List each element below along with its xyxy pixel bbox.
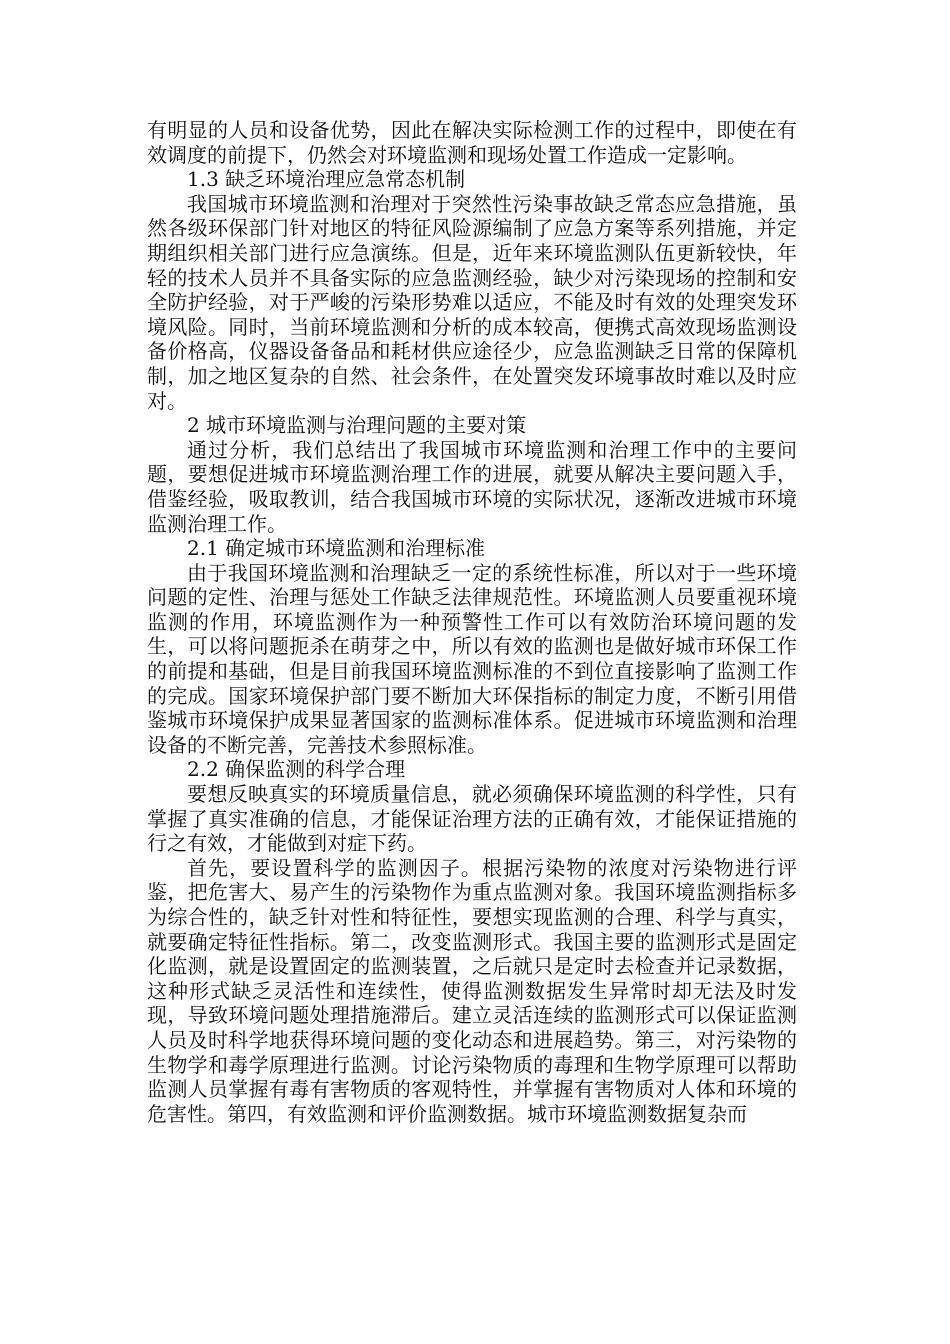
paragraph-monitoring-steps: 首先，要设置科学的监测因子。根据污染物的浓度对污染物进行评鉴，把危害大、易产生的污染物作为重点监测对象。我国环境监测指标多为综合性的，缺乏针对性和特征性，要想实现监测的合理、科学与真实，就要确定特征性指标。第二，改变监测形式。我国主要的监测形式是固定化监测，就是设置固定的监测装置，之后就只是定时去检查并记录数据，这种形式缺乏灵活性和连续性，使得监测数据发生异常时却无法及时发现，导致环境问题处理措施滞后。建立灵活连续的监测形式可以保证监测人员及时科学地获得环境问题的变化动态和进展趋势。第三，对污染物的生物学和毒学原理进行监测。讨论污染物质的毒理和生物学原理可以帮助监测人员掌握有毒有害物质的客观特性，并掌握有害物质对人体和环境的危害性。第四，有效监测和评价监测数据。城市环境监测数据复杂而 xyxy=(147,855,797,1126)
document-page xyxy=(147,118,797,1126)
section-heading-2-2: 2.2 确保监测的科学合理 xyxy=(187,757,406,782)
section-heading-1-3: 1.3 缺乏环境治理应急常态机制 xyxy=(187,167,466,192)
paragraph-standards: 由于我国环境监测和治理缺乏一定的系统性标准，所以对于一些环境问题的定性、治理与惩处工作缺乏法律规范性。环境监测人员要重视环境监测的作用，环境监测作为一种预警性工作可以有效防治环境问题的发生，可以将问题扼杀在萌芽之中，所以有效的监测也是做好城市环保工作的前提和基础，但是目前我国环境监测标准的不到位直接影响了监测工作的完成。国家环境保护部门要不断加大环保指标的制定力度，不断引用借鉴城市环境保护成果显著国家的监测标准体系。促进城市环境监测和治理设备的不断完善，完善技术参照标准。 xyxy=(147,560,797,757)
paragraph-countermeasures-intro: 通过分析，我们总结出了我国城市环境监测和治理工作中的主要问题，要想促进城市环境监测治理工作的进展，就要从解决主要问题入手，借鉴经验，吸取教训，结合我国城市环境的实际状况，逐渐改进城市环境监测治理工作。 xyxy=(147,437,797,536)
section-heading-2-1: 2.1 确定城市环境监测和治理标准 xyxy=(187,536,486,561)
section-heading-2: 2 城市环境监测与治理问题的主要对策 xyxy=(187,413,527,438)
paragraph-emergency-mechanism: 我国城市环境监测和治理对于突然性污染事故缺乏常态应急措施，虽然各级环保部门针对地区的特征风险源编制了应急方案等系列措施，并定期组织相关部门进行应急演练。但是，近年来环境监测队伍更新较快，年轻的技术人员并不具备实际的应急监测经验，缺少对污染现场的控制和安全防护经验，对于严峻的污染形势难以适应，不能及时有效的处理突发环境风险。同时，当前环境监测和分析的成本较高，便携式高效现场监测设备价格高，仪器设备备品和耗材供应途径少，应急监测缺乏日常的保障机制，加之地区复杂的自然、社会条件，在处置突发环境事故时难以及时应对。 xyxy=(147,191,797,413)
paragraph-continued: 有明显的人员和设备优势，因此在解决实际检测工作的过程中，即使在有效调度的前提下，仍然会对环境监测和现场处置工作造成一定影响。 xyxy=(147,118,797,167)
paragraph-scientific-monitoring: 要想反映真实的环境质量信息，就必须确保环境监测的科学性，只有掌握了真实准确的信息，才能保证治理方法的正确有效，才能保证措施的行之有效，才能做到对症下药。 xyxy=(147,782,797,856)
